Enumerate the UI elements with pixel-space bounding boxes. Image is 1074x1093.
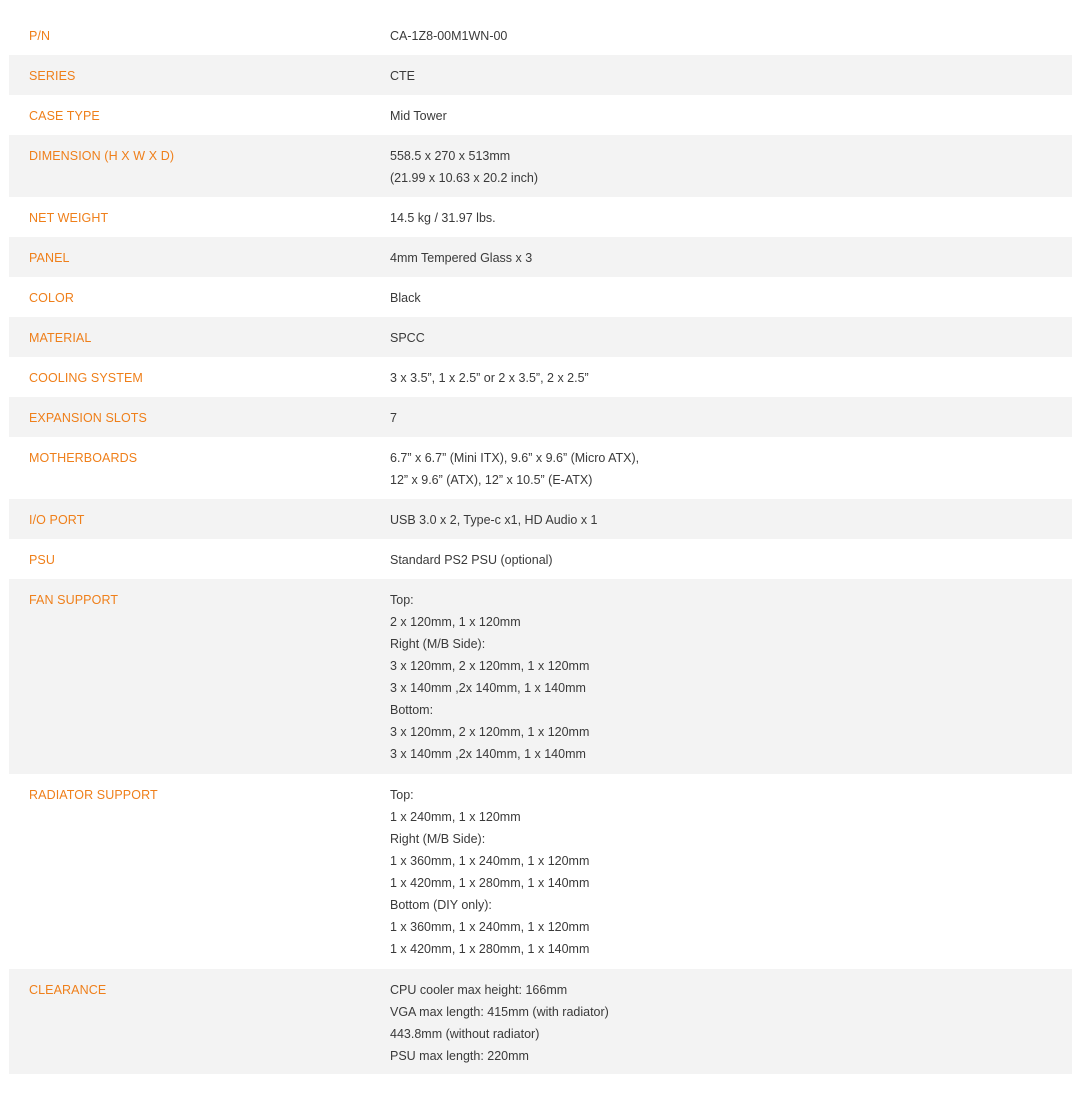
spec-label: COLOR bbox=[29, 291, 74, 305]
spec-value bbox=[390, 437, 1072, 501]
spec-row-io-port bbox=[9, 499, 1072, 539]
spec-value bbox=[390, 197, 1072, 239]
spec-value-line: PSU max length: 220mm bbox=[390, 1049, 529, 1063]
spec-row-material bbox=[9, 317, 1072, 357]
spec-value-line: 3 x 3.5”, 1 x 2.5” or 2 x 3.5”, 2 x 2.5” bbox=[390, 371, 589, 385]
spec-row-radiator-support bbox=[9, 774, 1072, 969]
spec-label: RADIATOR SUPPORT bbox=[29, 788, 158, 802]
spec-value bbox=[390, 539, 1072, 581]
spec-label: PSU bbox=[29, 553, 56, 567]
spec-row-color bbox=[9, 277, 1072, 317]
spec-value bbox=[390, 95, 1072, 137]
spec-value-line: Top: bbox=[390, 788, 414, 802]
spec-value bbox=[390, 317, 1072, 359]
spec-value-line: Right (M/B Side): bbox=[390, 637, 486, 651]
spec-value-line: 3 x 120mm, 2 x 120mm, 1 x 120mm bbox=[390, 659, 590, 673]
spec-value-line: CA-1Z8-00M1WN-00 bbox=[390, 29, 508, 43]
spec-value-line: 12” x 9.6” (ATX), 12” x 10.5” (E-ATX) bbox=[390, 473, 593, 487]
spec-value-line: 1 x 360mm, 1 x 240mm, 1 x 120mm bbox=[390, 854, 590, 868]
spec-value bbox=[390, 277, 1072, 319]
spec-row-clearance bbox=[9, 969, 1072, 1074]
spec-label: PANEL bbox=[29, 251, 70, 265]
spec-value-line: CTE bbox=[390, 69, 415, 83]
spec-label: MATERIAL bbox=[29, 331, 92, 345]
spec-value-line: 443.8mm (without radiator) bbox=[390, 1027, 540, 1041]
spec-value-line: Standard PS2 PSU (optional) bbox=[390, 553, 553, 567]
spec-value-line: 1 x 360mm, 1 x 240mm, 1 x 120mm bbox=[390, 920, 590, 934]
spec-value bbox=[390, 969, 1072, 1077]
spec-value bbox=[390, 135, 1072, 199]
spec-label: CLEARANCE bbox=[29, 983, 107, 997]
spec-value-line: Top: bbox=[390, 593, 414, 607]
spec-value-line: 1 x 420mm, 1 x 280mm, 1 x 140mm bbox=[390, 876, 590, 890]
spec-label: SERIES bbox=[29, 69, 76, 83]
spec-label: P/N bbox=[29, 29, 51, 43]
spec-value-line: Right (M/B Side): bbox=[390, 832, 486, 846]
spec-row-panel bbox=[9, 237, 1072, 277]
spec-value bbox=[390, 579, 1072, 775]
spec-row-net-weight bbox=[9, 197, 1072, 237]
spec-table bbox=[9, 15, 1072, 1074]
spec-value-line: USB 3.0 x 2, Type-c x1, HD Audio x 1 bbox=[390, 513, 598, 527]
spec-value-line: SPCC bbox=[390, 331, 425, 345]
spec-label: FAN SUPPORT bbox=[29, 593, 119, 607]
spec-value bbox=[390, 55, 1072, 97]
spec-value-line: Bottom (DIY only): bbox=[390, 898, 492, 912]
spec-row-fan-support bbox=[9, 579, 1072, 774]
spec-value bbox=[390, 397, 1072, 439]
spec-value-line: 7 bbox=[390, 411, 397, 425]
spec-label: I/O PORT bbox=[29, 513, 85, 527]
spec-value-line: 1 x 420mm, 1 x 280mm, 1 x 140mm bbox=[390, 942, 590, 956]
spec-label: MOTHERBOARDS bbox=[29, 451, 138, 465]
spec-value-line: Mid Tower bbox=[390, 109, 447, 123]
spec-value-line: (21.99 x 10.63 x 20.2 inch) bbox=[390, 171, 539, 185]
spec-row-cooling-system bbox=[9, 357, 1072, 397]
spec-label: CASE TYPE bbox=[29, 109, 100, 123]
spec-value-line: 4mm Tempered Glass x 3 bbox=[390, 251, 533, 265]
spec-value bbox=[390, 15, 1072, 57]
spec-value-line: VGA max length: 415mm (with radiator) bbox=[390, 1005, 609, 1019]
spec-row-pn bbox=[9, 15, 1072, 55]
spec-row-dimension bbox=[9, 135, 1072, 197]
spec-value-line: 1 x 240mm, 1 x 120mm bbox=[390, 810, 521, 824]
spec-value-line: 3 x 140mm ,2x 140mm, 1 x 140mm bbox=[390, 681, 586, 695]
spec-value-line: 14.5 kg / 31.97 lbs. bbox=[390, 211, 496, 225]
spec-value bbox=[390, 499, 1072, 541]
spec-value-line: 6.7” x 6.7” (Mini ITX), 9.6” x 9.6” (Micro ATX), bbox=[390, 451, 640, 465]
spec-row-psu bbox=[9, 539, 1072, 579]
spec-value-line: Black bbox=[390, 291, 421, 305]
spec-value bbox=[390, 357, 1072, 399]
spec-row-series bbox=[9, 55, 1072, 95]
spec-label: NET WEIGHT bbox=[29, 211, 109, 225]
spec-row-expansion-slots bbox=[9, 397, 1072, 437]
spec-row-case-type bbox=[9, 95, 1072, 135]
spec-row-motherboards bbox=[9, 437, 1072, 499]
spec-value-line: 2 x 120mm, 1 x 120mm bbox=[390, 615, 521, 629]
spec-value bbox=[390, 237, 1072, 279]
spec-label: DIMENSION (H X W X D) bbox=[29, 149, 175, 163]
spec-label: EXPANSION SLOTS bbox=[29, 411, 147, 425]
spec-value-line: 3 x 140mm ,2x 140mm, 1 x 140mm bbox=[390, 747, 586, 761]
spec-value-line: CPU cooler max height: 166mm bbox=[390, 983, 568, 997]
spec-value-line: 3 x 120mm, 2 x 120mm, 1 x 120mm bbox=[390, 725, 590, 739]
spec-value-line: 558.5 x 270 x 513mm bbox=[390, 149, 511, 163]
spec-value bbox=[390, 774, 1072, 970]
spec-value-line: Bottom: bbox=[390, 703, 434, 717]
spec-label: COOLING SYSTEM bbox=[29, 371, 143, 385]
